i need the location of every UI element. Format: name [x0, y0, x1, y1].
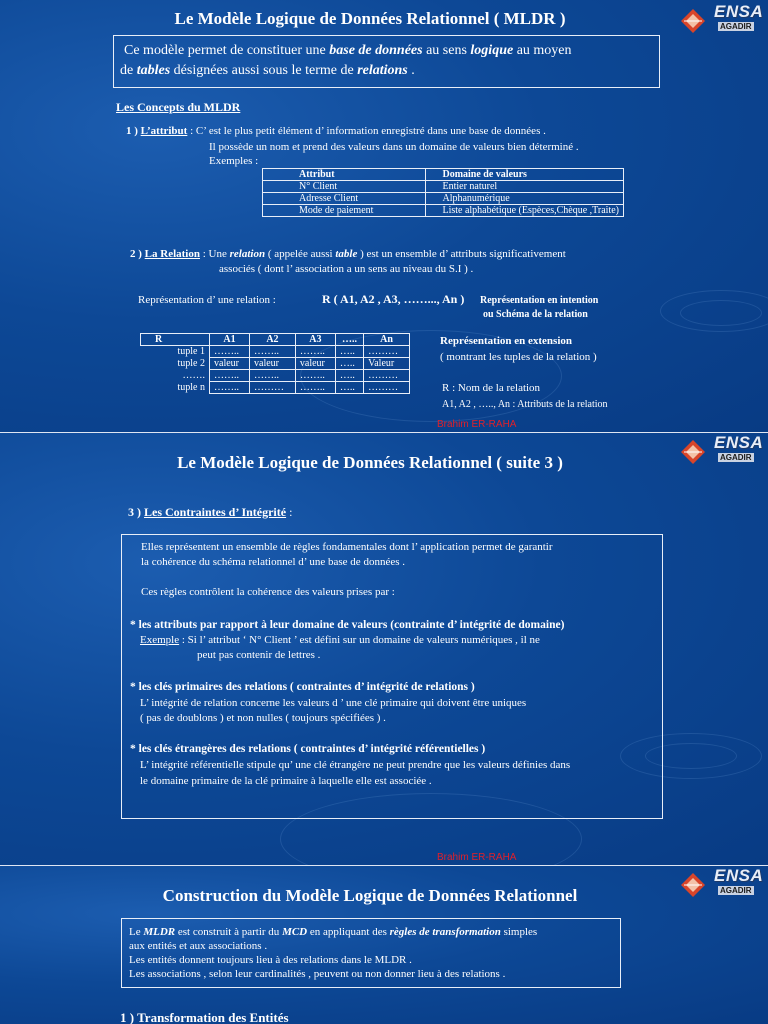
- constraints-box: [121, 534, 663, 819]
- table-cell: ………: [364, 370, 410, 382]
- table-header-cell: Domaine de valeurs: [426, 169, 624, 181]
- table-cell: Mode de paiement: [263, 205, 426, 217]
- referential-constraint: * les clés étrangères des relations ( contraintes d’ intégrité référentielles ): [130, 743, 486, 755]
- table-cell: ………: [250, 382, 296, 394]
- table-cell: tuple 2: [141, 358, 210, 370]
- author-credit: Brahim ER-RAHA: [437, 419, 517, 430]
- table-cell: ……..: [250, 370, 296, 382]
- table-header-cell: A3: [295, 334, 335, 346]
- constraints-intro-1: Elles représentent un ensemble de règles fondamentales dont l’ application permet de garantir: [141, 541, 553, 553]
- domain-constraint: * les attributs par rapport à leur domaine de valeurs (contrainte d’ intégrité de domaine): [130, 619, 565, 631]
- attribut-line-3: Exemples :: [209, 155, 259, 167]
- table-cell: ……..: [295, 346, 335, 358]
- attribute-table: [262, 168, 624, 217]
- domain-example: Exemple : Si l’ attribut ‘ N° Client ’ est défini sur un domaine de valeurs numériques , il ne: [140, 634, 540, 646]
- logo-subtext: AGADIR: [720, 22, 752, 31]
- author-credit: Brahim ER-RAHA: [437, 852, 517, 863]
- legend-attributes: A1, A2 , ….., An : Attributs de la relation: [442, 399, 608, 410]
- attribut-line-2: Il possède un nom et prend des valeurs dans un domaine de valeurs bien déterminé .: [209, 141, 579, 153]
- table-cell: ……..: [295, 370, 335, 382]
- table-cell: …..: [335, 346, 363, 358]
- table-cell: …….: [141, 370, 210, 382]
- intention-label: Représentation en intention: [480, 295, 599, 306]
- table-cell: ………: [364, 346, 410, 358]
- relation-constraint-2: ( pas de doublons ) et non nulles ( toujours spécifiées ) .: [140, 712, 386, 724]
- slide-2: [0, 433, 768, 865]
- table-row: [141, 370, 410, 382]
- extension-label: Représentation en extension: [440, 335, 572, 347]
- table-cell: valeur: [295, 358, 335, 370]
- construction-line-2: aux entités et aux associations .: [129, 940, 268, 952]
- constraints-intro-3: Ces règles contrôlent la cohérence des valeurs prises par :: [141, 586, 395, 598]
- slide-title: Le Modèle Logique de Données Relationnel ( MLDR ): [174, 9, 566, 28]
- table-row: [263, 205, 624, 217]
- table-row: [141, 358, 410, 370]
- table-cell: …..: [335, 382, 363, 394]
- table-cell: Alphanumérique: [426, 193, 624, 205]
- slide-title: Le Modèle Logique de Données Relationnel ( suite 3 ): [177, 453, 563, 472]
- table-header-cell: An: [364, 334, 410, 346]
- table-header-cell: R: [141, 334, 210, 346]
- table-cell: N° Client: [263, 181, 426, 193]
- logo-text: ENSA: [714, 866, 764, 885]
- relation-formula: R ( A1, A2 , A3, ……..., An ): [322, 292, 465, 306]
- slide-3: [0, 866, 768, 1024]
- table-header-cell: …..: [335, 334, 363, 346]
- table-header-row: [263, 169, 624, 181]
- construction-line-3: Les entités donnent toujours lieu à des relations dans le MLDR .: [129, 954, 412, 966]
- table-header-row: [141, 334, 410, 346]
- table-cell: tuple n: [141, 382, 210, 394]
- table-cell: valeur: [250, 358, 296, 370]
- table-cell: ……..: [295, 382, 335, 394]
- table-cell: Entier naturel: [426, 181, 624, 193]
- table-cell: ……..: [250, 346, 296, 358]
- concepts-heading: Les Concepts du MLDR: [116, 100, 241, 114]
- section-heading: 1 ) Transformation des Entités: [120, 1010, 289, 1024]
- table-row: [263, 181, 624, 193]
- table-row: [141, 346, 410, 358]
- constraints-intro-2: la cohérence du schéma relationnel d’ une base de données .: [141, 556, 405, 568]
- relation-line-2: associés ( dont l’ association a un sens au niveau du S.I ) .: [219, 263, 474, 275]
- table-row: [263, 193, 624, 205]
- table-header-cell: Attribut: [263, 169, 426, 181]
- domain-example-2: peut pas contenir de lettres .: [197, 649, 321, 661]
- referential-constraint-2: le domaine primaire de la clé primaire à laquelle elle est associée .: [140, 775, 432, 787]
- schema-label: ou Schéma de la relation: [483, 309, 588, 320]
- construction-line-4: Les associations , selon leur cardinalités , peuvent ou non donner lieu à des relations .: [129, 968, 506, 980]
- section-heading: 3 ) Les Contraintes d’ Intégrité :: [128, 505, 293, 519]
- logo-text: ENSA: [714, 2, 764, 21]
- table-row: [141, 382, 410, 394]
- attribut-line-1: 1 ) L’attribut : C’ est le plus petit élément d’ information enregistré dans une base de données .: [126, 125, 546, 137]
- table-cell: ………: [364, 382, 410, 394]
- logo-text: ENSA: [714, 433, 764, 452]
- table-cell: ……..: [210, 382, 250, 394]
- relation-constraint-1: L’ intégrité de relation concerne les valeurs d ’ une clé primaire qui doivent être uniques: [140, 697, 527, 709]
- table-cell: Adresse Client: [263, 193, 426, 205]
- ripple-decoration: [680, 300, 762, 326]
- table-cell: ……..: [210, 370, 250, 382]
- relation-table: [140, 333, 410, 394]
- intro-box: [113, 35, 660, 88]
- table-cell: Liste alphabétique (Espèces,Chèque ,Traite): [426, 205, 624, 217]
- table-cell: …..: [335, 358, 363, 370]
- table-cell: …..: [335, 370, 363, 382]
- referential-constraint-1: L’ intégrité référentielle stipule qu’ une clé étrangère ne peut prendre que les valeurs définies dans: [140, 759, 571, 771]
- intro-line-1: Ce modèle permet de constituer une base de données au sens logique au moyen: [124, 43, 572, 58]
- slide-1: [0, 0, 768, 432]
- logo-subtext: AGADIR: [720, 886, 752, 895]
- intro-line-2: de tables désignées aussi sous le terme de relations .: [120, 63, 415, 78]
- table-header-cell: A1: [210, 334, 250, 346]
- extension-description: ( montrant les tuples de la relation ): [440, 351, 597, 363]
- table-cell: tuple 1: [141, 346, 210, 358]
- table-cell: Valeur: [364, 358, 410, 370]
- construction-box: [121, 918, 621, 988]
- table-cell: ……..: [210, 346, 250, 358]
- construction-line-1: Le MLDR est construit à partir du MCD en appliquant des règles de transformation simples: [129, 926, 538, 938]
- table-header-cell: A2: [250, 334, 296, 346]
- representation-label: Représentation d’ une relation :: [138, 294, 276, 306]
- legend-relation-name: R : Nom de la relation: [442, 382, 541, 394]
- relation-constraint: * les clés primaires des relations ( contraintes d’ intégrité de relations ): [130, 681, 475, 693]
- slide-title: Construction du Modèle Logique de Données Relationnel: [162, 886, 578, 905]
- logo-subtext: AGADIR: [720, 453, 752, 462]
- table-cell: valeur: [210, 358, 250, 370]
- relation-line-1: 2 ) La Relation : Une relation ( appelée aussi table ) est un ensemble d’ attributs significativement: [130, 248, 566, 260]
